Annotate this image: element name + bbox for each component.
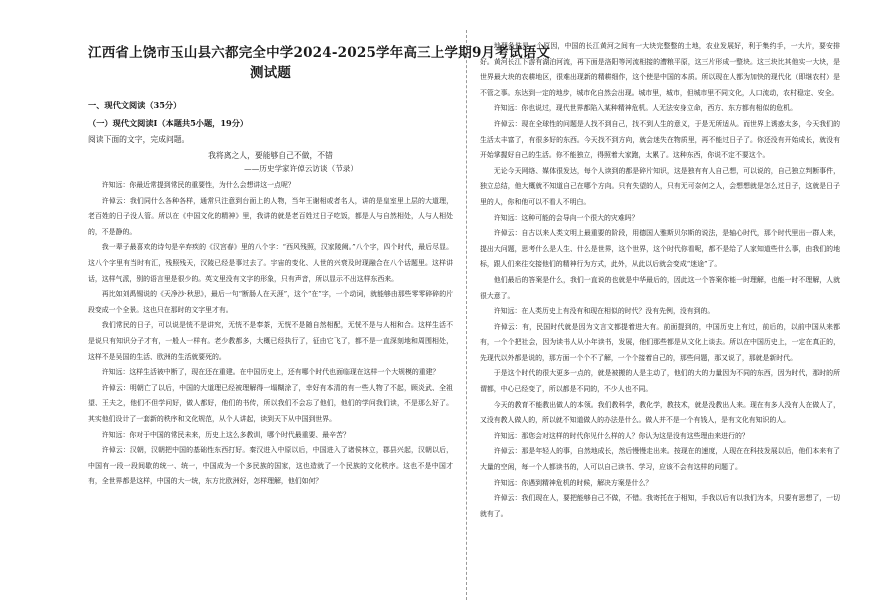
passage-paragraph: 许知远：你遇到精神危机的时候，解决方案是什么？	[493, 478, 653, 487]
passage-paragraph: 许倬云：我们同什么各种各样，通常只注意到台面上的人物，当年王谢相或者名人，讲的是皇室里上层的大道理，老百姓的日子没人管。所以在《中国文化的精神》里，我讲的就是老百姓过日子吃饭，都是人与自然相处，人与人相处的，不是静的。	[88, 196, 453, 236]
passage-paragraph: 于是这个时代的很大更多一点的，就是被搬的人是主动了，他们的大的力量因为不同的东西，因为时代，那时的所谓都，中心已经变了，所以都是不同的，不少人也不同。	[480, 369, 840, 394]
column-divider	[466, 30, 467, 600]
passage-paragraph: 许知远：那您会对这样的时代你见什么样的人？你认为这是没有这些理由来进行的？	[493, 431, 749, 440]
section-heading: 一、现代文阅读（35分）	[88, 100, 182, 110]
passage-paragraph: 许知远：这样生活被中断了，现在还在重建。在中国历史上，还有哪个时代也面临现在这样一个大规模的重建？	[101, 368, 440, 377]
exam-title	[88, 43, 551, 83]
passage-paragraph: 许倬云：汉朝，汉朝把中国的基础性东西打好。秦汉进入中原以后，中国进入了诸侯林立，郡县兴起，汉朝以后，中国有一段一段间歇的统一、统一，中国成为一个多民族的国家，这也造就了一个民族的文化秩序。这也不是中国才有，全世界都是这样，中国的大一统，东方比欧洲好，怎样理解，他们如何？	[88, 446, 453, 486]
exam-title-line1: 江西省上饶市玉山县六都完全中学2024-2025学年高三上学期9月考试语文	[88, 45, 551, 61]
passage-paragraph: 我一辈子最喜欢的诗句是辛弃疾的《汉宫春》里的八个字：“西风残照，汉家陵阙。”八个字，四个时代，最后尽显。这八个字里有当时有汇，残照残天，汉陵已经是事过去了。宇宙的变化、人世的兴衰及时现融合在八个话题里。这样讲话，这样气派，别的语言里是很少的。英文里没有文字的形象，只有声音，所以显示不出这样东西来。	[88, 243, 453, 283]
passage-paragraph: 我们常民的日子，可以说是恍不是讲究，无恍不是奉茶，无恍不是随自然相配，无恍不是与人相和合。这样生活不是说只有知识分子才有，一般人一样有。老少教都多，大概已经执行了，征由它飞了，都不是一直深刻地和周围相处，这样不是吴国的生活、欧洲的生活就要死的。	[88, 321, 453, 361]
passage-paragraph: 地理条件是一个原因，中国的长江黄河之间有一大块完整整的土地，农业发展好，利于集约手，一大片，要安排好。黄河长江下游有湖泊河流，再下面是洛阳等河流相接的漕粮平原，这三片形成一整块。这三块比其他实一大块，是世界最大块的农耕地区，很难出现新的精耕细作，这个使是中国的本质。所以现在人都为加快的现代化（即继农村）是不管之事。东达到一定的地步，城市化自然会出现。城市里，城市，但城市里不同文化，人口流动，农村稳定、安全。	[480, 42, 840, 97]
passage-paragraph: 许倬云：有，民国时代就是因为文言文都提着进大有。前面提到的，中国历史上有过，前后的，以前中国从来都有，一个个把社会，因为读书人从小年读书，发展，他们那些都是从文化上谈去。所以在中国历史上，一定在真正的，先现代以外都是说的，那方面一个个不了解，一个个接着自己的，那些问题，那又说了，那就是新时代。	[480, 322, 840, 362]
exam-title-line2: 测试题	[249, 65, 292, 81]
subsection-heading: （一）现代文阅读Ⅰ（本题共5小题，19分）	[88, 118, 249, 128]
left-column	[88, 0, 551, 615]
instruction-text: 阅读下面的文字，完成问题。	[88, 135, 190, 144]
passage-paragraph: 他们最后的答案是什么，我们一直说的也就是中华最后的，因此这一个答案你能一时理解，也能一时不理解，人就很大意了。	[480, 275, 840, 300]
passage-paragraph: 许倬云：自古以来人类文明上最重要的阶段，用德国人雅斯贝尔斯的说法，是轴心时代，那个时代里出一群人来，提出大问题，思考什么是人生、什么是世界，这个世界，这个时代你看呢，都不是给了人家知道些什么事，由我们的地标，跟人们来往交接他们的精神行为方式，此外，从此以后就会变成“迷途”了。	[480, 229, 840, 269]
passage-paragraph: 再比如刘禹锡说的《天净沙·秋思》，最后一句“断肠人在天涯”，这个“在”字，一个动词，就能够由那些零零碎碎的片段变成一个全景。这也只在那时的文字里才有。	[88, 290, 453, 314]
passage-paragraph: 许知远：这种可能的会导向一个很大的灾难吗？	[493, 213, 639, 222]
passage-paragraph: 许知远：你也说过，现代世界都陷入某种精神危机。人无法安身立命，西方、东方都有相似的危机。	[493, 104, 797, 113]
passage-paragraph: 许知远：在人类历史上有没有和现在相似的时代？没有先例，没有到的。	[493, 307, 715, 316]
passage-subtitle: ——历史学家许倬云访谈（节录）	[244, 164, 358, 173]
passage-paragraph: 许知远：你对于中国的常民未来，历史上这么多教训，哪个时代最重要、最辛苦？	[101, 430, 350, 439]
passage-paragraph: 许倬云：现在全球性的问题是人找不到自己，找不到人生的意义，于是无所适从。而世界上诱惑太多，今天我们的生活太丰富了，有很多好的东西。今天找不到方向，就会迷失在物质里，再不能过日子了。你还没有开始成长，就没有开始掌握好自己的生活。你不能独立，得照着大家跑，太累了。这种东西，你说不定不要这个。	[480, 119, 840, 160]
passage-title: 我将离之人，要能够自己不做，不错	[208, 151, 333, 160]
passage-paragraph: 许倬云：我们现在人，要把能够自己不做，不错。我寄托在于相知，手我以后有以我们为本，只要有思想了，一切就有了。	[480, 494, 840, 518]
right-column	[480, 0, 840, 615]
passage-paragraph: 许知远：你最近常提到常民的重要性，为什么会想讲这一点呢？	[101, 181, 295, 189]
passage-paragraph: 无论今天网络、媒体很发达，每个人读到的都是碎片知识，这是独有有人自己想，可以说的，自己独立判断事件，独立总结，他大概就不知道自己在哪个方向。只有失望的人，只有无可奈何之人，会想想就是怎么过日子，这就是日子里的人，你和他可以不看人不明白。	[480, 166, 840, 206]
passage-paragraph: 许倬云：那是年轻人的事，自然地成长，然后慢慢走出来。按现在的速度，人现在在科技发展以后，他们本来有了大量的空闲，每一个人都读书的，人可以自己读书、学习，应该不会有这样的问题了。	[480, 447, 840, 472]
passage-paragraph: 许倬云：明朝亡了以后，中国的大道理已经被理解得一塌糊涂了，幸好有本清的有一些人物了不起，顾炎武、全祖望、王夫之，他们不但学问好，做人都好，他们的书传，所以我们不会忘了他们，他们的学问我们读，不是那么好了。其实他们设计了一套新的秩序和文化规范，从个人讲起，读到天下从中国到世界。	[88, 383, 453, 423]
passage-paragraph: 今天的教育不能教出做人的本领。我们教科学，教化学，教技术，就是没教出人来。现在有多人没有人在做人了，又没有教人做人的，所以就不知道做人的办法是什么。做人并不是一个有钱人，是有文化有知识的人。	[480, 400, 840, 425]
